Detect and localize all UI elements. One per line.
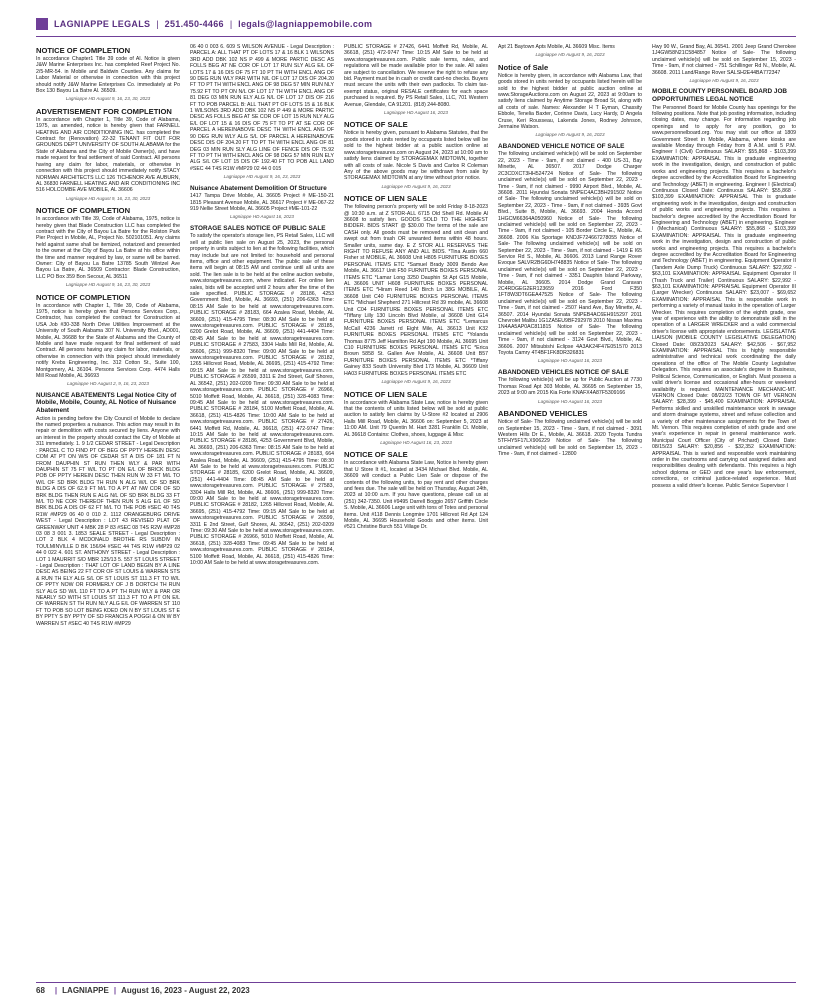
notice-body: In accordance Chapter1 Title 39 code of Al. Notice is given J&W Marine Enterprises Inc. has completed Reef Project No. 2/5-MR-54. in Mobile and Baldwin Counties. Any claims for Labor Material or otherwise in connection with this project should notify J&W Marine Enterprises Co. immediately at Po Box 130 Bayou La Batre Al. 36509. [36,56,180,95]
notice-title: Notice of Sale [498,62,549,72]
legal-notice [36,107,180,202]
legal-notice [652,44,796,84]
notice-title: ABANDONED VEHICLES NOTICE OF SALE [498,368,629,376]
header-email[interactable]: legals@lagniappemobile.com [238,19,373,29]
publication-stamp: Lagniappe HD August 16, 2023 [384,110,448,116]
column-2 [190,44,334,974]
publication-stamp: Lagniappe HD August 2, 9, 16, 23, 2023 [67,381,149,387]
notice-title: NUISANCE ABATEMENTS Legal Notice City of Mobile, Mobile, County, AL Notice of Nuisance Abatement [36,391,177,415]
page-number: 68 [36,985,45,995]
legal-notice [498,143,642,365]
header-separator: | [156,19,159,29]
notice-body: Notice of Sale- The following unclaimed vehicle(s) will be sold on September 15, 2023 - Time - 9am, if not claimed - 3091 Western Hills Dr E., Mobile, AL 36618. 2020 Toyota Tundra 5TFHY5F17LX906229 Notice of Sale- The following unclaimed vehicle(s) will be sold on September 15, 2023 - Time - 9am, if not claimed - 12800 [498,419,642,458]
notice-body: Apt 21 Baytown Apts Mobile, AL 36609 Misc. Items [498,44,615,50]
legal-notice [344,120,488,190]
header-separator: | [229,19,233,29]
notice-title: ABANDONED VEHICLES [498,409,588,419]
notice-body: In accordance with Alabama State Law, notice is hereby given that the contents of units listed below will be sold at public auction to satisfy lien claims by U-Store #2 located at 2906 Halls Mill Road, Mobile, AL 36606 on: September 5, 2023 at 11:00 AM. Unit 79 Quentin M. Hart 3281 Franklin Ct. Mobile, AL 36618 Contains: Clothes, shoes, luggage & Misc [344,399,488,438]
notice-body: Notice is hereby given, in accordance with Alabama Law, that goods stored in units rented by occupants listed herein will be sold to the highest bidder at public auction online at www.StorageAuctions.com on August 22, 2023 at 9:00am to satisfy liens claimed by Anytime Storage Broad St, along with all costs of sale. Names: Alexander H T Eyman, Chassity Ebbole, Tenelia Baxter, Corinne Davis, Lucy Hardy, D Angela Cruse, Keri Rousseau, Lakenda Jones, Rodney Johnson, Jermaine Watson. [498,72,642,131]
legal-notice [190,225,334,567]
publication-stamp: Lagniappe HD August 9, 16, 2023 [689,78,759,84]
publication-stamp: Lagniappe HD August 9, 16, 2023 [381,379,451,385]
publication-stamp: Lagniappe HD August 16, 2023 [230,214,294,220]
page-header [36,12,796,37]
page-footer [36,982,796,997]
notice-title: ADVERTISEMENT FOR COMPLETION [36,106,172,116]
notice-body: Hwy 90 W., Grand Bay, AL 36541. 2001 Jeep Grand Cherokee 1J4GW58N21C584857 Notice of Sale- The following unclaimed vehicle(s) will be sold on September 15, 2023 - Time - 9am, if not claimed - 751 Schillinger Rd N., Mobile, AL 36608. 2011 Land/Range Rover SALSH2E44BA772347 [652,44,796,76]
notice-body: The Personnel Board for Mobile County has openings for the following positions. Note that job posting information, including closing dates, may change. For information regarding job openings and to apply for any position, go to www.personnelboard.org. You may visit our office at 1809 Government Street in Mobile, Alabama, where kiosks are available Monday through Friday from 8 A.M. until 5 P.M. Engineer I (Civil) Continuous SALARY: $55,868 - $103,399 EXAMINATION: APPRAISAL This is graduate engineering work in the investigation, design, and construction of public works and engineering projects. This requires a bachelor's degree accredited by the Accreditation Board for Engineering and Technology (ABET) in engineering. Engineer I (Electrical) Continuous Closed Date: Continuous SALARY: $55,868 - $103,399 EXAMINATION: APPRAISAL This is graduate engineering work in the investigation, design and construction of public works and engineering projects. This requires a bachelor's degree accredited by the Accreditation Board for Engineering and Technology (ABET) in engineering. Engineer I (Mechanical) Continuous SALARY: $55,868 - $103,399 EXAMINATION: APPRAISAL This is graduate engineering work in the investigation, design and construction of public works and engineering projects. This requires a bachelor's degree accredited by the Accreditation Board for Engineering and Technology (ABET) in engineering. Equipment Operator II (Tandem Axle Dump Truck) Continuous SALARY: $22,992 - $63,101 EXAMINATION: APPRAISAL Equipment Operator II (Trash Truck and Trailer) Continuous SALARY: $22,992 - $63,101 EXAMINATION: APPRAISAL Equipment Operator III (Larger Wrecker) Continuous SALARY: $23,007 - $69,652 EXAMINATION: APPRAISAL This is responsible work in performing a variety of manual tasks in the operation of Larger Wrecker. This requires completion of the eighth grade, one year of experience with the ability to demonstrate skill in the operation of a LARGER WRECKER and a valid commercial driver's license with appropriate endorsements. LEGISLATIVE LIAISON (MOBILE COUNTY LEGISLATIVE DELEGATION) Closed Date: 08/23/2023 SALARY: $42,506 - $67,952 EXAMINATION: APPRAISAL This is highly responsible administrative and technical work coordinating the daily operations of the office of The Mobile County Legislative Delegation. This requires an associate's degree in Business, Political Science, Communication, or English. Must possess a valid driver's license and occasional after-hours or weekend availability is required. MAINTENANCE MECHANIC-MT. VERNON Closed Date: 08/22/23 TOWN OF MT VERNON SALARY: $28,399 - $45,400 EXAMINATION: APPRAISAL Performs skilled and unskilled maintenance work in sewage and storm drainage systems, street and refuse collection and a variety of other maintenance assignments for the Town of Mt. Vernon. This requires completion of sixth grade and one year's experience in repair in general maintenance work. Municipal Court Officer (City of Prichard) Closed Date: 08/15/23 SALARY: $20,856 - $32,352 EXAMINATION: APPRAISAL This is varied and responsible work maintaining order in the courtrooms and carrying out assigned duties and responsibilities dealing with defendants. This requires a high school diploma or GED and one year's law enforcement, corrections, or criminal justice-related experience. Must possess a valid driver's license. Public Service Supervisor I [652,104,796,489]
notice-body: The following unclaimed vehicle(s) will be sold on September 22, 2023 - Time - 9am, if not claimed - 400 US-31, Bay Minette, AL 36507. 2017 Dodge Charger 2C3CDXCT3HH524724 Notice of Sale- The following unclaimed vehicle(s) will be sold on September 22, 2023 - Time - 9am, if not claimed - 9990 Airport Blvd., Mobile, AL 36608. 2011 Hyundai Sonata 5NPEC4AC3BH291502 Notice of Sale- The following unclaimed vehicle(s) will be sold on September 22, 2023 - Time - 9am, if not claimed - 3935 Govt Blvd., Suite B, Mobile, AL 36693. 2004 Honda Accord 1HGCM66364A050960 Notice of Sale- The following unclaimed vehicle(s) will be sold on September 22, 2023 - Time - 9am, if not claimed - 105 Border Circle E., Mobile, AL 36608. 2006 Kia Sportage KNDJF724667278055 Notice of Sale- The following unclaimed vehicle(s) will be sold on September 22, 2023 - Time - 9am, if not claimed - 1419 E I65 Service Rd S., Mobile, AL 36606. 2013 Land Range Rover Evoque SALVR2BG6DH748835 Notice of Sale- The following unclaimed vehicle(s) will be sold on September 22, 2023 - Time - 9am, if not claimed - 3351 Dauphin Island Parkway, Mobile, AL 36605. 2014 Dodge Grand Caravan 2C4RDGEG2ER123659 2016 Ford F350 1FT8W3DT6GEA47525 Notice of Sale- The following unclaimed vehicle(s) will be sold on September 22, 2023 - Time - 9am, if not claimed - 2507 Hand Ave, Bay Minette, AL 36507. 2014 Hyundai Sonata 5NPEB4AC6EH915297 2011 Chevrolet Malibu 1G1ZA5EU9BF292978 2010 Nissan Maxima 1N4AA5AP0AC811815 Notice of Sale- The following unclaimed vehicle(s) will be sold on September 22, 2023 - Time - 9am, if not claimed - 3124 Govt Blvd., Mobile, AL 36606. 2007 Mitsubishi Eclipse 4A3AK24F47E051570 2013 Toyota Camry 4T4BF1FK8DR326831 [498,151,642,357]
notice-body: To satisfy the operator's storage lien, PS Retail Sales, LLC will sell at public lien sale on August 25, 2023, the personal property in units subject to lien at the following facilities, which may include but are not limited to: household and personal items, office and other equipment. The public sale of these items will begin at 08:15 AM and continue until all units are sold. The lien sale is to be held at the online auction website, www.storagetreasures.com, where indicated. For online lien sales, bids will be accepted until 2 hours after the time of the sale specified. PUBLIC STORAGE # 28186, 4253 Government Blvd, Mobile, AL 36693, (251) 206-6363 Time: 08:15 AM Sale to be held at www.storagetreasures.com. PUBLIC STORAGE # 28183, 664 Azalea Road, Mobile, AL 36609, (251) 415-4795 Time: 08:30 AM Sale to be held at www.storagetreasures.com. PUBLIC STORAGE # 28185, 6200 Grelot Road, Mobile, AL 36609, (251) 441-4404 Time: 08:45 AM Sale to be held at www.storagetreasures.com. PUBLIC STORAGE # 27583, 3304 Halls Mill Rd, Mobile, AL 36606, (251) 999-8320 Time: 09:00 AM Sale to be held at www.storagetreasures.com. PUBLIC STORAGE # 28182, 1265 Hillcrest Road, Mobile, AL 36695, (251) 415-4792 Time: 09:15 AM Sale to be held at www.storagetreasures.com. PUBLIC STORAGE # 26599, 3311 E 2nd Street, Gulf Shores, AL 36542, (251) 202-0209 Time: 09:30 AM Sale to be held at www.storagetreasures.com. PUBLIC STORAGE # 26966, 5010 Moffett Road, Mobile, AL 36618, (251) 328-4083 Time: 09:45 AM Sale to be held at www.storagetreasures.com. PUBLIC STORAGE # 28184, 5100 Moffett Road, Mobile, AL 36618, (251) 415-4826 Time: 10:00 AM Sale to be held at www.storagetreasures.com. PUBLIC STORAGE # 27426, 6441 Moffett Rd, Mobile, AL 36618, (251) 472-9747 Time: 10:15 AM Sale to be held at www.storagetreasures.com. PUBLIC STORAGE # 28186, 4253 Government Blvd, Mobile, AL 36693, (251) 206-6363 Time: 08:15 AM Sale to be held at www.storagetreasures.com. PUBLIC STORAGE # 28183, 664 Azalea Road, Mobile, AL 36609, (251) 415-4795 Time: 08:30 AM Sale to be held at www.storagetreasures.com. PUBLIC STORAGE # 28185, 6200 Grelot Road, Mobile, AL 36609, (251) 441-4404 Time: 08:45 AM Sale to be held at www.storagetreasures.com. PUBLIC STORAGE # 27583, 3304 Halls Mill Rd, Mobile, AL 36606, (251) 999-8320 Time: 09:00 AM Sale to be held at www.storagetreasures.com. PUBLIC STORAGE # 28182, 1265 Hillcrest Road, Mobile, AL 36695, (251) 415-4792 Time: 09:15 AM Sale to be held at www.storagetreasures.com. PUBLIC STORAGE # 26599, 3311 E 2nd Street, Gulf Shores, AL 36542, (251) 202-0209 Time: 09:30 AM Sale to be held at www.storagetreasures.com. PUBLIC STORAGE # 26966, 5010 Moffett Road, Mobile, AL 36618, (251) 328-4083 Time: 09:45 AM Sale to be held at www.storagetreasures.com. PUBLIC STORAGE # 28184, 5100 Moffett Road, Mobile, AL 36618, (251) 415-4826 Time: 10:00 AM Sale to be held at www.storagetreasures.com. [190,233,334,567]
legal-notice [498,369,642,405]
publication-stamp: Lagniappe HD August 9, 16, 23, 2023 [223,174,301,180]
notice-body: The following person's property will be sold Friday 8-18-2023 @ 10:30 a.m. at Z STOR-ALL 6715 Old Shell Rd. Mobile Al 36608 to satisfy lien. GOODS SOLD TO THE HIGHEST BIDDER. BIDS START @ $30.00 The terms of the sale are CASH only. All goods must be removed and unit clean and swept out from trash OR unwanted items within 48 hours. Smaller units, same day. E Z STOR ALL RESERVES THE RIGHT TO REFUSE ANY AND ALL BIDS. *Tina Austin 660 Fisher st MOBILE, AL 36608 Unit H805 FURNITURE BOXES PERSONAL ITEMS ETC *Samuel Brady 3009 Bendo Ave Mobile, AL 36617 Unit F50 FURNITURE BOXES PERSONAL ITEMS ETC *Lamar Long 3250 Dauphin St Apt G15 Mobile, AL 36606 UNIT H608 FURNITURE BOXES PERSONAL ITEMS ETC *Hiram Reed 140 Birch Ln 38G MOBILE, AL 36608 Unit C40 FURNITURE BOXES PERSONAL ITEMS ETC *Michael Shepherd 271 Hillcrest Rd 39 mobile, AL 36608 Unit C04 FURNITURE BOXES PERSONAL ITEMS ETC *Tiffany Lilly 130 Lincoln Blvd Mobile, al 36608 Unit G14 FURNITURE BOXES PERSONAL ITEMS ETC *Lemarcus McCall 4236 Jarrett rd Eight Mile, AL 36613 Unit K32 FURNITURE BOXES PERSONAL ITEMS ETC *Yolanda Thomas 8775 Jeff Hamilton Rd Apt 190 Mobile, AL 36695 Unit C10 FURNITURE BOXES PERSONAL ITEMS ETC *Erica Brown 5858 St. Gallen Ave Mobile, AL 36608 Unit B57 FURNITURE BOXES PERSONAL ITEMS ETC *Tiffany Gainey 833 South University Blvd 173 Mobile, AL 36609 Unit HA03 FURNITURE BOXES PERSONAL ITEMS ETC [344,204,488,377]
legal-notice [190,44,334,181]
legal-notice [36,46,180,103]
notice-title: Nuisance Abatement Demolition Of Structure [190,184,327,192]
footer-separator: | [54,985,58,995]
legal-columns [36,44,798,974]
section-title: LAGNIAPPE LEGALS [54,19,151,29]
notice-body: The following vehicle(s) will be up for Public Auction at 7730 Thomas Road Apt 303 Mobile, AL 36695 on September 15, 2023 at 9:00 am 2015 Kia Forte KNAFX4A87F5309166 [498,377,642,397]
publication-stamp: Lagniappe HD August 9, 16, 23, 30, 2023 [65,96,151,102]
header-phone: 251.450-4466 [164,19,224,29]
notice-body: 1417 Tampa Drive Mobile, AL 36605 Project # ME-150-21 1815 Pleasant Avenue Mobile, AL 36617 Project # ME-067-22 919 Nellie Street Mobile, AL 36605 Project #ME-101-22 [190,193,334,212]
notice-title: NOTICE OF SALE [344,120,408,130]
notice-title: ABANDONED VEHICLE NOTICE OF SALE [498,142,625,150]
section-marker-icon [36,18,48,30]
notice-title: NOTICE OF LIEN SALE [344,194,428,204]
issue-dates: August 16, 2023 - August 22, 2023 [121,985,250,995]
legal-notice [344,44,488,116]
publication-stamp: Lagniappe HD August 9, 16, 2023 [535,132,605,138]
publication-stamp: Lagniappe HD August 9, 16, 23, 30, 2023 [65,282,151,288]
column-1 [36,44,180,974]
notice-title: STORAGE SALES NOTICE OF PUBLIC SALE [190,224,326,232]
notice-body: Notice is hereby given, pursuant to Alabama Statutes, that the goods stored in units rented by occupants listed below will be sold to the highest bidder at a public auction online at www.storagetreasures.com on August 24, 2023 at 10:00 am to satisfy liens claimed by STORAGEMAX MIDTOWN, together with all costs of sale. Nicole S Davis and Carlos R Coleman Any of the above goods may be withdrawn from sale by STORAGEMAX MIDTOWN at any time without prior notice. [344,130,488,182]
column-3 [344,44,488,974]
footer-separator: | [113,985,117,995]
publication-stamp: Lagniappe HD August 9, 16, 2023 [381,183,451,189]
publication-name: LAGNIAPPE [62,985,109,995]
legal-notice [344,450,488,530]
legal-notice [344,194,488,385]
notice-title: NOTICE OF SALE [344,450,408,460]
notice-title: MOBILE COUNTY PERSONNEL BOARD JOB OPPORTUNITIES LEGAL NOTICE [652,88,788,104]
notice-body: PUBLIC STORAGE # 27426, 6441 Moffett Rd, Mobile, AL 36618, (251) 472-9747 Time: 10:15 AM Sale to be held at www.storagetreasures.com. Public sale terms, rules, and regulations will be made available prior to the sale. All sales are subject to cancellation. We reserve the right to refuse any bid. Payment must be in cash or credit card-no checks. Buyers must secure the units with their own padlocks. To claim tax-exempt status, original RESALE certificates for each space purchased is required. By PS Retail Sales, LLC, 701 Western Avenue, Glendale, CA 91201. (818) 244-8080. [344,44,488,108]
notice-body: Action is pending before the City Council of Mobile to declare the named properties a nuisance. This action may result in its repair or demolition with costs secured by liens. Anyone with an interest in the property should contact the City of Mobile at 311 immediately. 1. 9 1/2 CEDAR STREET - Legal Description : PARCEL C TO FIND PT OF BEG OF PPTY HEREIN DESC COM AT PT ON W/S OF CEDAR ST A DIS OF 181 FT N FROM DAUPHIN ST RUN THEN WLY & PAR WITH DAUPHIN ST 75 FT W/L TO PT ON E/L OF BRICK BLDG POB OF PPTY HEREIN DESC THEN RUN W 33 FT M/L TO W/L OF SD BRK BLDG TH RUN N ALG W/L OF SD BRK BLDG A DIS OF 62.9 FT M/L TO A PT AT NW COR OF SD BRK BLDG THEN RUN E ALG N/L OF SD BRK BLDG 33 FT M/L TO NE COR THEREOF THEN RUN S ALG E/L OF SD BRK BLDG A DIS OF 62 FT M/L TO THE POB #SEC 40 T4S R1W #MP29 06 40 0 010 2. 1112 ORANGEBURG DRIVE WEST - Legal Description : LOT 43 REVISED PLAT OF GREENWAY UNIT 4 MBK 28 P 83 #SEC 08 T4S R2W #MP28 03 08 3 001 3. 1853 SEALE STREET - Legal Description : LOT 2 BLK 4 MCDONALD BROTHE RS SUBDIV IN TOULMINVILLE D BK 156/94 #SEC 44 T4S R1W #MP29 02 44 0 022 4. 601 ST. ANTHONY STREET - Legal Description : LOT 1 MAURRIT S/D MBR 125/13 5. 557 ST LOUIS STREET - Legal Description : THAT LOT OF LAND BEGIN BY A LINE DESC AS BEING 22 FT COR OF ST LOUIS & WARREN STS & RUN TH ELY ALG S/L OF ST LOUIS ST 111.3 FT TO W/L OF PPTY NOW OR FORMERLY OF J B DORTCH TH RUN SLY ALG SD W/L 110 FT TO A PT TH RUN WLY & PAR OR NEARLY SO WITH ST LOUIS ST 111.3 FT TO A PT ON E/L OF WARREN ST TH RUN NLY ALG E/L OF WARREN ST 110 FT TO POB SO LOT BEING KDED ON N BY ST LOUIS ST E BY PPTY S BY PPTY OF SD FRANCIS A POGGI & ON W BY WARREN ST #SEC 40 T4S R1W #MP29 [36,415,180,627]
notice-body: 06 40 0 003 6. 609 S WILSON AVENUE - Legal Description : PARCEL A: ALL THAT PT OF LOTS 17 & 16 BLK 1 WILSONS 3RD ADD DBK 102 NS P 499 & MORE PARTIC DESC AS FOLLS BEG AT NE COR OF LOT 17 RUN SLY ALG E/L OF LOTS 17 & 16 DIS OF 75 FT 10 PT TH WITH ENCL ANG OF 90 DEG RUN WLY PAR WITH N/L OF LOT 17 DIS OF 204.20 FT TO PT TH WITH ENCL ANG OF 98 DEG 57 MIN RUN NLY 75.92 FT TO PT ON N/L OF LOT 17 TH WITH ENCL ANG OF 81 DEG 03 MIN RUN ELY ALG N/L OF LOT 17 DIS OF 216 FT TO POB PARCEL B: ALL THAT PT OF LOTS 15 & 16 BLK 1 WILSONS 3RD ADD DBK 102 NS P 449 & MORE PARTIC DESC AS FOLLS BEG AT SE COR OF LOT 15 RUN NLY ALG E/L OF LOT 15 & 16 DIS OF 75 FT TO PT AT SE COR OF PARCEL A HEREINABOVE DESC TH WITH ENCL ANG OF 90 DEG RUN WLY ALG S/L OF PARCEL A HEREINABOVE DESC DIS OF 204.20 FT TO PT TH WITH ENCL ANG OF 81 DEG 03 MIN RUN SLY ALG LINE OF FENCE DIS OF 75.92 FT TO PT TH WITH ENCL ANG OF 98 DEG 57 MIN RUN ELY ALG S/L OF LOT 15 DIS OF 192.40 FT TO POB ALL LAND #SEC 44 T4S R1W #MP29 02 44 0 015 [190,44,334,172]
column-5 [652,44,796,974]
notice-body: In accordance with Chapter 1, Title 39, Code of Alabama, 1975, notice is hereby given that Persons Services Corp., Contractor, has completed the contract for Construction at USA Job #30-338 North Drive Utilities Improvement at the University of South Alabama 307 N. University Blvd., AD001, Mobile, AL 36688 for the State of Alabama and the County of Mobile and have made request for final settlement of said Contract. All persons having any claim for labor, materials, or otherwise in connection with this project should immediately notify Krebs Engineering, Inc. 312 Cotton St., Suite 100, Montgomery, AL 36104. Persons Services Corp. 4474 Halls Mill Road Mobile, AL 36693 [36,302,180,380]
legal-notice [36,293,180,388]
legal-notice [190,185,334,221]
legal-notice [652,88,796,489]
legal-notice [498,44,642,59]
publication-stamp: Lagniappe HD August 16, 23, 2023 [380,439,452,445]
notice-title: NOTICE OF LIEN SALE [344,389,428,399]
notice-title: NOTICE OF COMPLETION [36,206,131,216]
legal-notice [36,392,180,627]
notice-body: In accordance with Alabama State Law, Notice is hereby given that U Store It #1, located at 3434 Michael Blvd. Mobile, AL 36609 will conduct a Public Lien Sale or dispose of the contents of the following units, to pay rent and other charges and fees due. The sale will be held on Thursday, August 24th, 2023 at 10:00 a.m. If you have questions, please call us at (251) 342-7350. Unit #9495 Darrell Boggio 2657 Griffith Circle S. Mobile, AL 36606 Large unit with tons of Totes and personal items. Unit #118 Dennis Longmire 1701 Hillcrest Rd Apt 124 Mobile, AL 36695 Household Goods and other items. Unit #521 Christine Burch 551 Village Dr. [344,460,488,531]
publication-stamp: Lagniappe HD August 9, 16, 23, 30, 2023 [65,195,151,201]
legal-notice [498,63,642,139]
publication-stamp: Lagniappe HD August 16, 2023 [538,358,602,364]
notice-body: In accordance with Chapter 1, Title 39, Code of Alabama, 1975, as amended, notice is hereby given that FARNELL HEATING AND AIR CONDITIONING INC. has completed the Contract for (Renovation) 22-32 TENANT FIT OUT FOR GROUNDS DEPT UNIVERSITY OF SOUTH ALABAMA for the State of Alabama and the City of Mobile Owner(s), and have made request for final settlement of said Contract. All persons having any claim for labor, materials, or otherwise in connection with this project should immediately notify STACY NORMAN ARCHITECTS LLC 126 TICHENOR AVE AUBURN, AL 36830 FARNELL HEATING AND AIR CONDITIONING INC 516 HOLCOMBE AVE MOBILE, AL 36606 [36,116,180,194]
notice-body: In accordance with Title 39, Code of Alabama, 1975, notice is hereby given that Blade Construction LLC has completed the contract with the City of Bayou La Batre for the Rolston Park Pier Project in Mobile, AL, Project No. 502101051. Any claims held against same shall be itemized, notarized and presented to the owner at the City of Bayou La Batre at his office within the time and manner required by law, or same will be barred. Owner: City of Bayou La Batre 13785 South Wintzel Ave Bayou La Batre, AL 36509 Contractor: Blade Construction, LLC PO Box 359 Bon Secour, AL 36511 [36,216,180,280]
notice-title: NOTICE OF COMPLETION [36,292,131,302]
legal-notice [36,206,180,288]
legal-notice [344,390,488,447]
legal-notice [498,409,642,457]
column-4 [498,44,642,974]
notice-title: NOTICE OF COMPLETION [36,46,131,55]
publication-stamp: Lagniappe HD August 9, 16, 2023 [535,52,605,58]
publication-stamp: Lagniappe HD August 16, 2023 [538,398,602,404]
